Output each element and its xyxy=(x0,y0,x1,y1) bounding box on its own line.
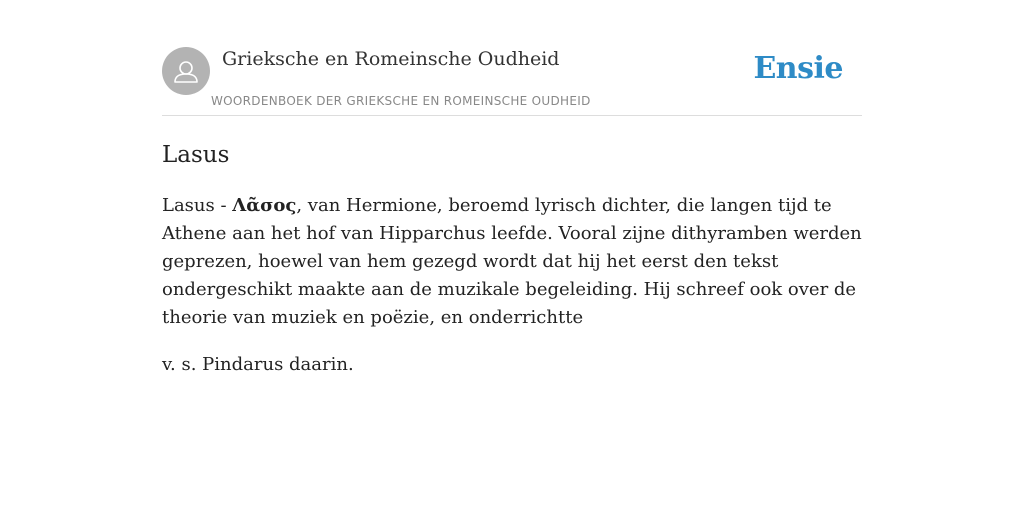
entry-title: Lasus xyxy=(162,142,230,168)
greek-term: Λᾶσος xyxy=(232,195,297,216)
avatar[interactable] xyxy=(162,47,210,95)
user-icon xyxy=(162,47,210,95)
entry-text: , van Hermione, beroemd lyrisch dichter, die langen tijd te Athene aan het hof van Hipparchus leefde. Vooral zijne dithyramben werden geprezen, hoewel van hem gezegd wordt dat hij het eerst den tekst ondergeschikt maakte aan de muzikale begeleiding. Hij schreef ook over de theorie van muziek en poëzie, en onderrichtte xyxy=(162,195,862,328)
source-title[interactable]: Grieksche en Romeinsche Oudheid xyxy=(222,48,560,70)
entry-separator: - xyxy=(214,195,233,216)
page xyxy=(162,0,862,512)
entry-body xyxy=(162,192,862,398)
entry-paragraph-second: v. s. Pindarus daarin. xyxy=(162,354,354,375)
entry-paragraph xyxy=(162,192,862,332)
header xyxy=(162,0,862,116)
source-subtitle: WOORDENBOEK DER GRIEKSCHE EN ROMEINSCHE OUDHEID xyxy=(211,94,591,108)
ensie-logo[interactable]: Ensie xyxy=(753,51,843,86)
entry-headword: Lasus xyxy=(162,195,215,216)
